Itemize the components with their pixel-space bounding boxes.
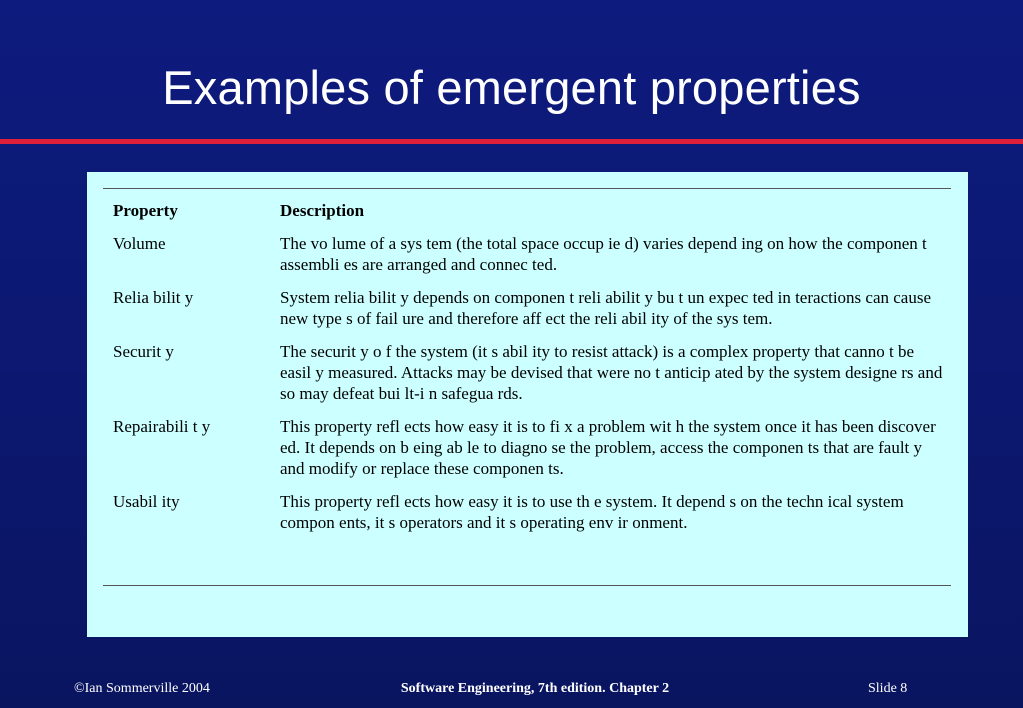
property-description: The securit y o f the system (it s abil ity to resist attack) is a complex property that canno t be easil y measured. Attacks may be devised that were no t anticip ated by the system designe rs and so may defeat bui lt-i n safegua rds.	[280, 342, 943, 403]
table-bottom-rule	[103, 585, 951, 586]
table-row	[113, 287, 949, 341]
property-description: This property refl ects how easy it is to fi x a problem wit h the system once it has been discover ed. It depends on b eing ab le to diagno se the problem, access the componen ts that are fault y and modify or replace these componen ts.	[280, 417, 936, 478]
property-name: Volume	[113, 234, 166, 253]
property-name: Repairabili t y	[113, 417, 211, 436]
property-name: Relia bilit y	[113, 288, 194, 307]
property-description: System relia bilit y depends on componen t reli abilit y bu t un expec ted in teractions can cause new type s of fail ure and therefore aff ect the reli abil ity of the sys tem.	[280, 288, 932, 328]
table-row	[113, 491, 949, 545]
table-row	[113, 341, 949, 416]
property-name: Securit y	[113, 342, 174, 361]
property-description: The vo lume of a sys tem (the total space occup ie d) varies depend ing on how the componen t assembli es are arranged and connec ted.	[280, 234, 927, 274]
footer-copyright: ©Ian Sommerville 2004	[74, 681, 210, 696]
property-description: This property refl ects how easy it is to use th e system. It depend s on the techn ical system compon ents, it s operators and it s operating env ir onment.	[280, 492, 904, 532]
table-row	[113, 233, 949, 287]
table-header-row	[113, 200, 949, 233]
property-name: Usabil ity	[113, 492, 180, 511]
slide-title: Examples of emergent properties	[162, 61, 861, 114]
properties-table	[113, 200, 949, 545]
content-panel	[87, 172, 968, 637]
header-property: Property	[113, 201, 178, 220]
table-top-rule	[103, 188, 951, 189]
title-divider	[0, 139, 1023, 144]
footer-slide-number: Slide 8	[868, 681, 908, 696]
footer-book-title: Software Engineering, 7th edition. Chapter 2	[400, 681, 670, 696]
header-description: Description	[280, 201, 365, 220]
table-row	[113, 416, 949, 491]
